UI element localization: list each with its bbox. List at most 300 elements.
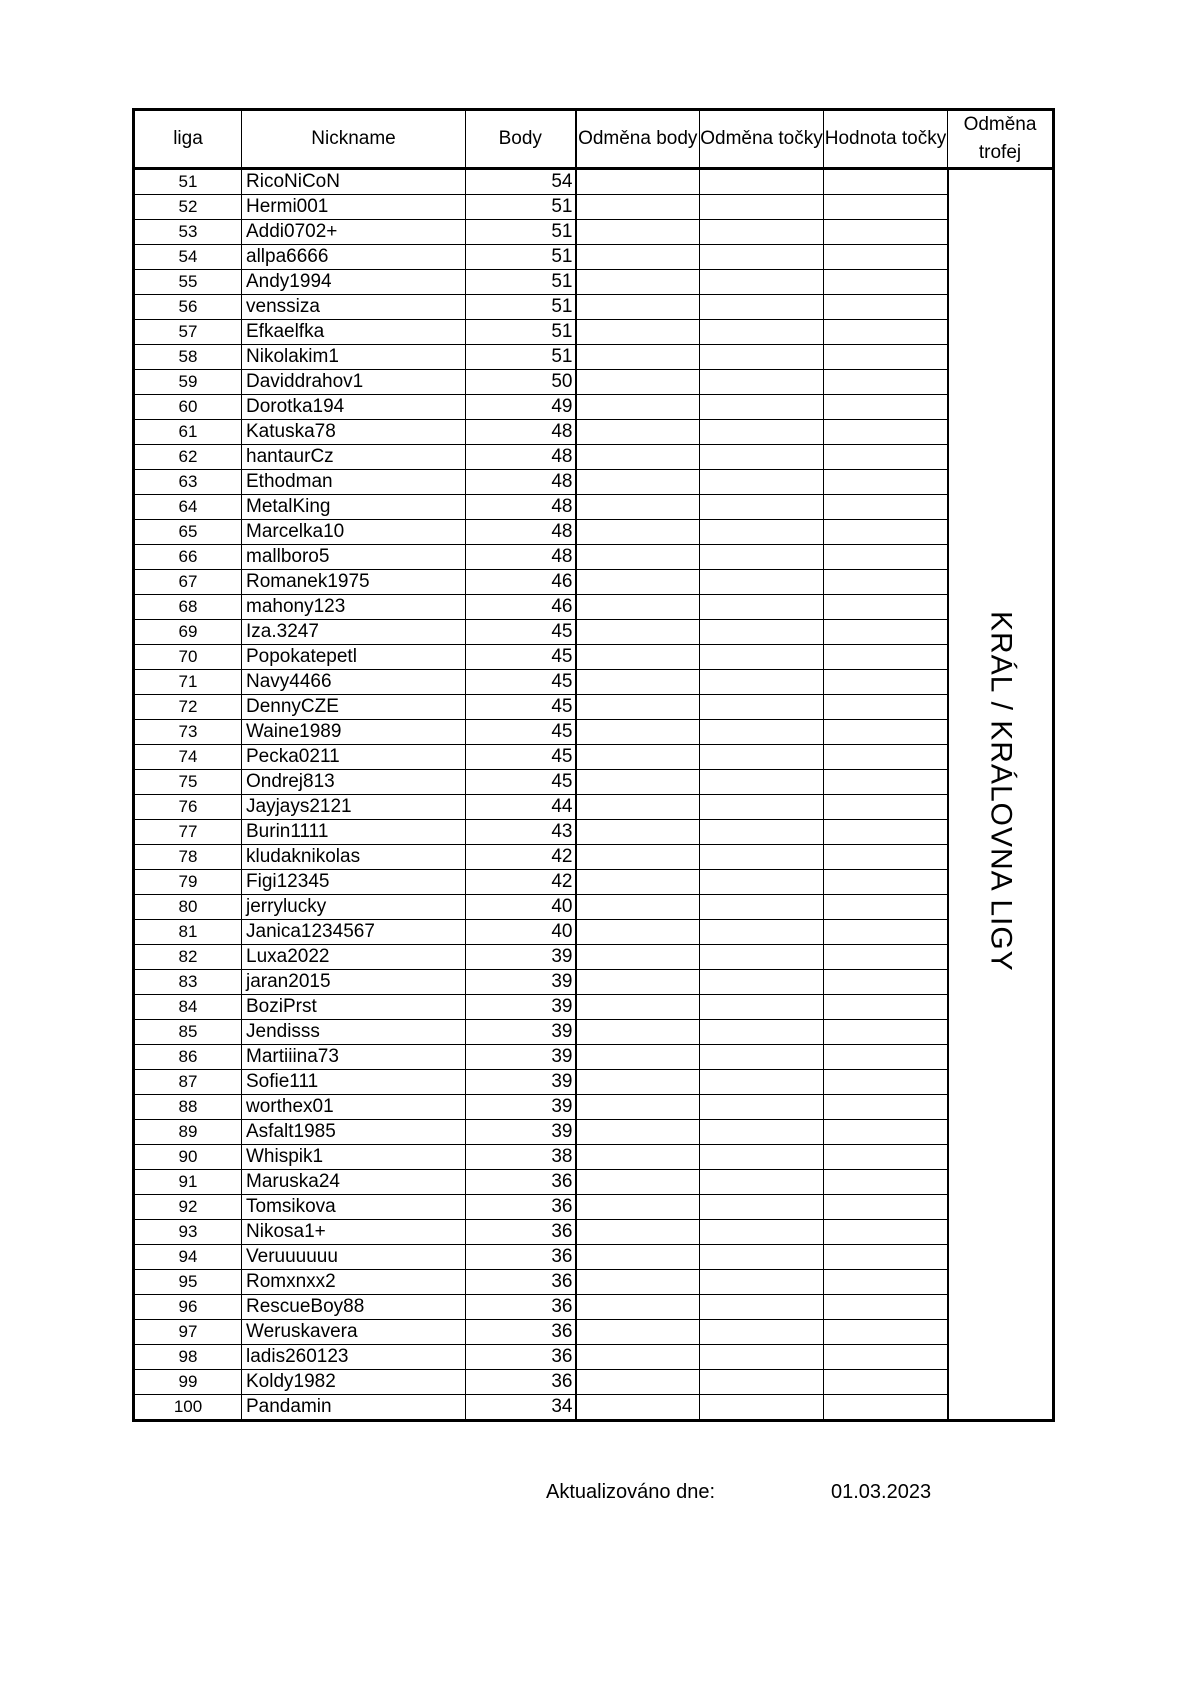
table-row xyxy=(134,870,1054,895)
header-nickname: Nickname xyxy=(242,110,466,169)
cell-nickname: Sofie111 xyxy=(242,1070,466,1095)
cell-hodnota-tocky xyxy=(824,420,948,445)
cell-nickname: Janica1234567 xyxy=(242,920,466,945)
table-row xyxy=(134,695,1054,720)
cell-hodnota-tocky xyxy=(824,570,948,595)
cell-liga: 67 xyxy=(134,570,242,595)
cell-hodnota-tocky xyxy=(824,1195,948,1220)
cell-liga: 82 xyxy=(134,945,242,970)
cell-odmena-body xyxy=(576,395,700,420)
cell-body: 36 xyxy=(466,1370,576,1395)
cell-odmena-body xyxy=(576,1220,700,1245)
cell-odmena-tocky xyxy=(700,1045,824,1070)
table-row xyxy=(134,545,1054,570)
table-row xyxy=(134,1045,1054,1070)
cell-body: 46 xyxy=(466,570,576,595)
cell-odmena-tocky xyxy=(700,620,824,645)
cell-nickname: jaran2015 xyxy=(242,970,466,995)
cell-odmena-body xyxy=(576,1045,700,1070)
cell-odmena-body xyxy=(576,720,700,745)
cell-liga: 96 xyxy=(134,1295,242,1320)
cell-nickname: Burin1111 xyxy=(242,820,466,845)
cell-liga: 83 xyxy=(134,970,242,995)
cell-odmena-body xyxy=(576,995,700,1020)
table-row xyxy=(134,1070,1054,1095)
cell-liga: 73 xyxy=(134,720,242,745)
cell-liga: 89 xyxy=(134,1120,242,1145)
cell-odmena-body xyxy=(576,570,700,595)
cell-hodnota-tocky xyxy=(824,195,948,220)
cell-liga: 79 xyxy=(134,870,242,895)
cell-odmena-tocky xyxy=(700,870,824,895)
cell-odmena-body xyxy=(576,1370,700,1395)
table-row xyxy=(134,620,1054,645)
cell-odmena-body xyxy=(576,920,700,945)
cell-odmena-body xyxy=(576,745,700,770)
cell-odmena-body xyxy=(576,845,700,870)
cell-body: 44 xyxy=(466,795,576,820)
cell-odmena-body xyxy=(576,1245,700,1270)
cell-liga: 100 xyxy=(134,1395,242,1421)
cell-hodnota-tocky xyxy=(824,745,948,770)
cell-odmena-tocky xyxy=(700,495,824,520)
cell-odmena-tocky xyxy=(700,320,824,345)
table-row xyxy=(134,1295,1054,1320)
table-row xyxy=(134,220,1054,245)
cell-odmena-tocky xyxy=(700,920,824,945)
cell-body: 45 xyxy=(466,745,576,770)
cell-nickname: Waine1989 xyxy=(242,720,466,745)
cell-liga: 80 xyxy=(134,895,242,920)
cell-nickname: Veruuuuuu xyxy=(242,1245,466,1270)
table-row xyxy=(134,1145,1054,1170)
cell-odmena-tocky xyxy=(700,820,824,845)
cell-odmena-body xyxy=(576,220,700,245)
table-row xyxy=(134,945,1054,970)
cell-odmena-tocky xyxy=(700,1120,824,1145)
cell-body: 40 xyxy=(466,895,576,920)
table-row xyxy=(134,1170,1054,1195)
cell-odmena-body xyxy=(576,470,700,495)
cell-liga: 75 xyxy=(134,770,242,795)
cell-odmena-body xyxy=(576,345,700,370)
cell-odmena-body xyxy=(576,1270,700,1295)
cell-body: 51 xyxy=(466,270,576,295)
table-row xyxy=(134,1020,1054,1045)
cell-body: 39 xyxy=(466,995,576,1020)
cell-body: 39 xyxy=(466,1045,576,1070)
cell-nickname: MetalKing xyxy=(242,495,466,520)
cell-body: 45 xyxy=(466,720,576,745)
cell-odmena-body xyxy=(576,645,700,670)
cell-nickname: BoziPrst xyxy=(242,995,466,1020)
cell-body: 42 xyxy=(466,870,576,895)
cell-liga: 51 xyxy=(134,169,242,195)
cell-nickname: Nikolakim1 xyxy=(242,345,466,370)
table-row xyxy=(134,245,1054,270)
table-row xyxy=(134,795,1054,820)
cell-odmena-body xyxy=(576,970,700,995)
cell-hodnota-tocky xyxy=(824,845,948,870)
cell-body: 38 xyxy=(466,1145,576,1170)
cell-nickname: Addi0702+ xyxy=(242,220,466,245)
updated-date: 01.03.2023 xyxy=(831,1481,932,1503)
cell-odmena-tocky xyxy=(700,1195,824,1220)
table-row xyxy=(134,920,1054,945)
cell-nickname: RicoNiCoN xyxy=(242,169,466,195)
cell-body: 39 xyxy=(466,1120,576,1145)
cell-liga: 52 xyxy=(134,195,242,220)
cell-body: 36 xyxy=(466,1320,576,1345)
cell-hodnota-tocky xyxy=(824,1220,948,1245)
cell-liga: 68 xyxy=(134,595,242,620)
header-liga: liga xyxy=(134,110,242,169)
cell-odmena-tocky xyxy=(700,770,824,795)
cell-odmena-tocky xyxy=(700,195,824,220)
cell-odmena-body xyxy=(576,1020,700,1045)
cell-odmena-body xyxy=(576,1295,700,1320)
cell-hodnota-tocky xyxy=(824,920,948,945)
cell-nickname: jerrylucky xyxy=(242,895,466,920)
cell-nickname: Whispik1 xyxy=(242,1145,466,1170)
cell-liga: 66 xyxy=(134,545,242,570)
cell-odmena-body xyxy=(576,495,700,520)
cell-hodnota-tocky xyxy=(824,1295,948,1320)
cell-body: 51 xyxy=(466,220,576,245)
table-row xyxy=(134,1220,1054,1245)
cell-body: 36 xyxy=(466,1245,576,1270)
cell-body: 46 xyxy=(466,595,576,620)
cell-hodnota-tocky xyxy=(824,1120,948,1145)
cell-body: 51 xyxy=(466,195,576,220)
cell-liga: 92 xyxy=(134,1195,242,1220)
cell-liga: 78 xyxy=(134,845,242,870)
cell-odmena-body xyxy=(576,895,700,920)
cell-odmena-tocky xyxy=(700,1170,824,1195)
cell-odmena-tocky xyxy=(700,1345,824,1370)
cell-odmena-tocky xyxy=(700,470,824,495)
cell-odmena-body xyxy=(576,1170,700,1195)
cell-odmena-tocky xyxy=(700,945,824,970)
table-row xyxy=(134,1120,1054,1145)
cell-liga: 63 xyxy=(134,470,242,495)
cell-body: 39 xyxy=(466,1020,576,1045)
cell-body: 39 xyxy=(466,970,576,995)
cell-odmena-tocky xyxy=(700,895,824,920)
cell-odmena-tocky xyxy=(700,1020,824,1045)
cell-nickname: RescueBoy88 xyxy=(242,1295,466,1320)
cell-nickname: Romxnxx2 xyxy=(242,1270,466,1295)
cell-nickname: Marcelka10 xyxy=(242,520,466,545)
cell-odmena-tocky xyxy=(700,795,824,820)
table-row xyxy=(134,1320,1054,1345)
cell-odmena-body xyxy=(576,820,700,845)
cell-hodnota-tocky xyxy=(824,895,948,920)
cell-odmena-tocky xyxy=(700,270,824,295)
cell-liga: 77 xyxy=(134,820,242,845)
cell-nickname: Navy4466 xyxy=(242,670,466,695)
cell-hodnota-tocky xyxy=(824,770,948,795)
cell-hodnota-tocky xyxy=(824,820,948,845)
cell-odmena-body xyxy=(576,295,700,320)
cell-nickname: Pandamin xyxy=(242,1395,466,1421)
cell-liga: 88 xyxy=(134,1095,242,1120)
cell-odmena-tocky xyxy=(700,345,824,370)
cell-body: 48 xyxy=(466,545,576,570)
cell-body: 39 xyxy=(466,945,576,970)
cell-liga: 86 xyxy=(134,1045,242,1070)
cell-liga: 59 xyxy=(134,370,242,395)
cell-liga: 74 xyxy=(134,745,242,770)
cell-odmena-body xyxy=(576,595,700,620)
cell-body: 40 xyxy=(466,920,576,945)
cell-body: 34 xyxy=(466,1395,576,1421)
cell-nickname: Andy1994 xyxy=(242,270,466,295)
cell-liga: 57 xyxy=(134,320,242,345)
cell-odmena-tocky xyxy=(700,845,824,870)
cell-hodnota-tocky xyxy=(824,1170,948,1195)
cell-odmena-tocky xyxy=(700,169,824,195)
table-row xyxy=(134,395,1054,420)
table-row xyxy=(134,420,1054,445)
cell-body: 45 xyxy=(466,670,576,695)
table-row xyxy=(134,520,1054,545)
table-row xyxy=(134,1370,1054,1395)
cell-body: 42 xyxy=(466,845,576,870)
cell-liga: 99 xyxy=(134,1370,242,1395)
cell-hodnota-tocky xyxy=(824,995,948,1020)
table-row xyxy=(134,970,1054,995)
cell-hodnota-tocky xyxy=(824,620,948,645)
cell-odmena-body xyxy=(576,1395,700,1421)
cell-liga: 56 xyxy=(134,295,242,320)
cell-nickname: Hermi001 xyxy=(242,195,466,220)
cell-odmena-tocky xyxy=(700,295,824,320)
cell-nickname: Popokatepetl xyxy=(242,645,466,670)
cell-odmena-tocky xyxy=(700,1370,824,1395)
cell-odmena-body xyxy=(576,320,700,345)
cell-odmena-body xyxy=(576,1320,700,1345)
cell-nickname: Iza.3247 xyxy=(242,620,466,645)
cell-body: 48 xyxy=(466,445,576,470)
cell-liga: 70 xyxy=(134,645,242,670)
cell-nickname: Pecka0211 xyxy=(242,745,466,770)
table-row xyxy=(134,1095,1054,1120)
cell-hodnota-tocky xyxy=(824,795,948,820)
cell-liga: 84 xyxy=(134,995,242,1020)
cell-odmena-body xyxy=(576,870,700,895)
cell-odmena-tocky xyxy=(700,970,824,995)
cell-body: 48 xyxy=(466,470,576,495)
table-row xyxy=(134,570,1054,595)
cell-body: 51 xyxy=(466,245,576,270)
table-row xyxy=(134,720,1054,745)
cell-hodnota-tocky xyxy=(824,645,948,670)
cell-odmena-body xyxy=(576,169,700,195)
cell-odmena-tocky xyxy=(700,1220,824,1245)
cell-liga: 90 xyxy=(134,1145,242,1170)
header-body: Body xyxy=(466,110,576,169)
cell-body: 36 xyxy=(466,1170,576,1195)
cell-hodnota-tocky xyxy=(824,1320,948,1345)
cell-odmena-tocky xyxy=(700,1095,824,1120)
header-odmena-tocky: Odměna točky xyxy=(700,110,824,169)
cell-body: 45 xyxy=(466,770,576,795)
cell-nickname: Weruskavera xyxy=(242,1320,466,1345)
cell-body: 43 xyxy=(466,820,576,845)
table-row xyxy=(134,195,1054,220)
trophy-label: KRÁL / KRÁLOVNA LIGY xyxy=(984,610,1018,972)
cell-odmena-tocky xyxy=(700,445,824,470)
cell-odmena-tocky xyxy=(700,695,824,720)
table-row xyxy=(134,770,1054,795)
cell-hodnota-tocky xyxy=(824,870,948,895)
cell-odmena-body xyxy=(576,445,700,470)
cell-odmena-tocky xyxy=(700,1145,824,1170)
league-table xyxy=(132,108,1055,1422)
cell-liga: 97 xyxy=(134,1320,242,1345)
table-row xyxy=(134,745,1054,770)
table-row xyxy=(134,1245,1054,1270)
cell-nickname: mallboro5 xyxy=(242,545,466,570)
cell-odmena-body xyxy=(576,545,700,570)
cell-nickname: Maruska24 xyxy=(242,1170,466,1195)
cell-odmena-tocky xyxy=(700,1245,824,1270)
cell-liga: 58 xyxy=(134,345,242,370)
cell-odmena-tocky xyxy=(700,245,824,270)
cell-hodnota-tocky xyxy=(824,520,948,545)
cell-nickname: Nikosa1+ xyxy=(242,1220,466,1245)
cell-odmena-body xyxy=(576,1145,700,1170)
table-row xyxy=(134,445,1054,470)
cell-nickname: Tomsikova xyxy=(242,1195,466,1220)
header-odmena-trofej: Odměna trofej xyxy=(948,110,1054,169)
cell-odmena-body xyxy=(576,1195,700,1220)
cell-body: 51 xyxy=(466,345,576,370)
table-row xyxy=(134,645,1054,670)
cell-liga: 54 xyxy=(134,245,242,270)
cell-nickname: Katuska78 xyxy=(242,420,466,445)
cell-odmena-tocky xyxy=(700,370,824,395)
table-row xyxy=(134,495,1054,520)
cell-nickname: Ondrej813 xyxy=(242,770,466,795)
cell-liga: 81 xyxy=(134,920,242,945)
cell-odmena-tocky xyxy=(700,745,824,770)
cell-liga: 71 xyxy=(134,670,242,695)
cell-body: 36 xyxy=(466,1345,576,1370)
cell-body: 36 xyxy=(466,1220,576,1245)
cell-odmena-body xyxy=(576,1120,700,1145)
cell-hodnota-tocky xyxy=(824,220,948,245)
cell-odmena-body xyxy=(576,520,700,545)
table-row xyxy=(134,1195,1054,1220)
cell-odmena-tocky xyxy=(700,520,824,545)
cell-odmena-body xyxy=(576,1070,700,1095)
header-hodnota-tocky: Hodnota točky xyxy=(824,110,948,169)
cell-nickname: Ethodman xyxy=(242,470,466,495)
cell-odmena-tocky xyxy=(700,670,824,695)
cell-liga: 53 xyxy=(134,220,242,245)
cell-hodnota-tocky xyxy=(824,495,948,520)
cell-odmena-body xyxy=(576,270,700,295)
cell-nickname: Dorotka194 xyxy=(242,395,466,420)
cell-hodnota-tocky xyxy=(824,320,948,345)
table-row xyxy=(134,370,1054,395)
cell-hodnota-tocky xyxy=(824,695,948,720)
cell-body: 36 xyxy=(466,1195,576,1220)
cell-body: 49 xyxy=(466,395,576,420)
cell-odmena-trofej xyxy=(948,169,1054,1421)
table-row xyxy=(134,845,1054,870)
cell-odmena-tocky xyxy=(700,395,824,420)
cell-nickname: Asfalt1985 xyxy=(242,1120,466,1145)
cell-odmena-tocky xyxy=(700,1320,824,1345)
table-row xyxy=(134,295,1054,320)
cell-liga: 60 xyxy=(134,395,242,420)
table-row xyxy=(134,270,1054,295)
cell-nickname: kludaknikolas xyxy=(242,845,466,870)
cell-odmena-body xyxy=(576,195,700,220)
cell-hodnota-tocky xyxy=(824,1145,948,1170)
cell-body: 45 xyxy=(466,645,576,670)
cell-hodnota-tocky xyxy=(824,945,948,970)
table-row xyxy=(134,320,1054,345)
cell-odmena-tocky xyxy=(700,570,824,595)
cell-hodnota-tocky xyxy=(824,545,948,570)
table-row xyxy=(134,1345,1054,1370)
cell-hodnota-tocky xyxy=(824,395,948,420)
cell-hodnota-tocky xyxy=(824,470,948,495)
cell-liga: 69 xyxy=(134,620,242,645)
cell-odmena-body xyxy=(576,670,700,695)
cell-liga: 98 xyxy=(134,1345,242,1370)
cell-nickname: Martiiina73 xyxy=(242,1045,466,1070)
table-row xyxy=(134,995,1054,1020)
cell-odmena-body xyxy=(576,620,700,645)
table-row xyxy=(134,345,1054,370)
cell-hodnota-tocky xyxy=(824,1070,948,1095)
cell-hodnota-tocky xyxy=(824,295,948,320)
cell-nickname: hantaurCz xyxy=(242,445,466,470)
cell-body: 36 xyxy=(466,1295,576,1320)
cell-hodnota-tocky xyxy=(824,1245,948,1270)
cell-liga: 93 xyxy=(134,1220,242,1245)
table-row xyxy=(134,1270,1054,1295)
cell-odmena-tocky xyxy=(700,1295,824,1320)
cell-nickname: worthex01 xyxy=(242,1095,466,1120)
table-row xyxy=(134,820,1054,845)
cell-liga: 91 xyxy=(134,1170,242,1195)
cell-odmena-tocky xyxy=(700,995,824,1020)
cell-hodnota-tocky xyxy=(824,370,948,395)
cell-liga: 72 xyxy=(134,695,242,720)
cell-odmena-body xyxy=(576,420,700,445)
cell-odmena-tocky xyxy=(700,645,824,670)
cell-body: 39 xyxy=(466,1095,576,1120)
cell-hodnota-tocky xyxy=(824,1370,948,1395)
cell-liga: 94 xyxy=(134,1245,242,1270)
cell-hodnota-tocky xyxy=(824,1345,948,1370)
cell-odmena-tocky xyxy=(700,595,824,620)
cell-nickname: Luxa2022 xyxy=(242,945,466,970)
table-row xyxy=(134,670,1054,695)
cell-nickname: Efkaelfka xyxy=(242,320,466,345)
cell-hodnota-tocky xyxy=(824,1020,948,1045)
cell-odmena-body xyxy=(576,245,700,270)
cell-hodnota-tocky xyxy=(824,720,948,745)
cell-hodnota-tocky xyxy=(824,1095,948,1120)
cell-hodnota-tocky xyxy=(824,245,948,270)
